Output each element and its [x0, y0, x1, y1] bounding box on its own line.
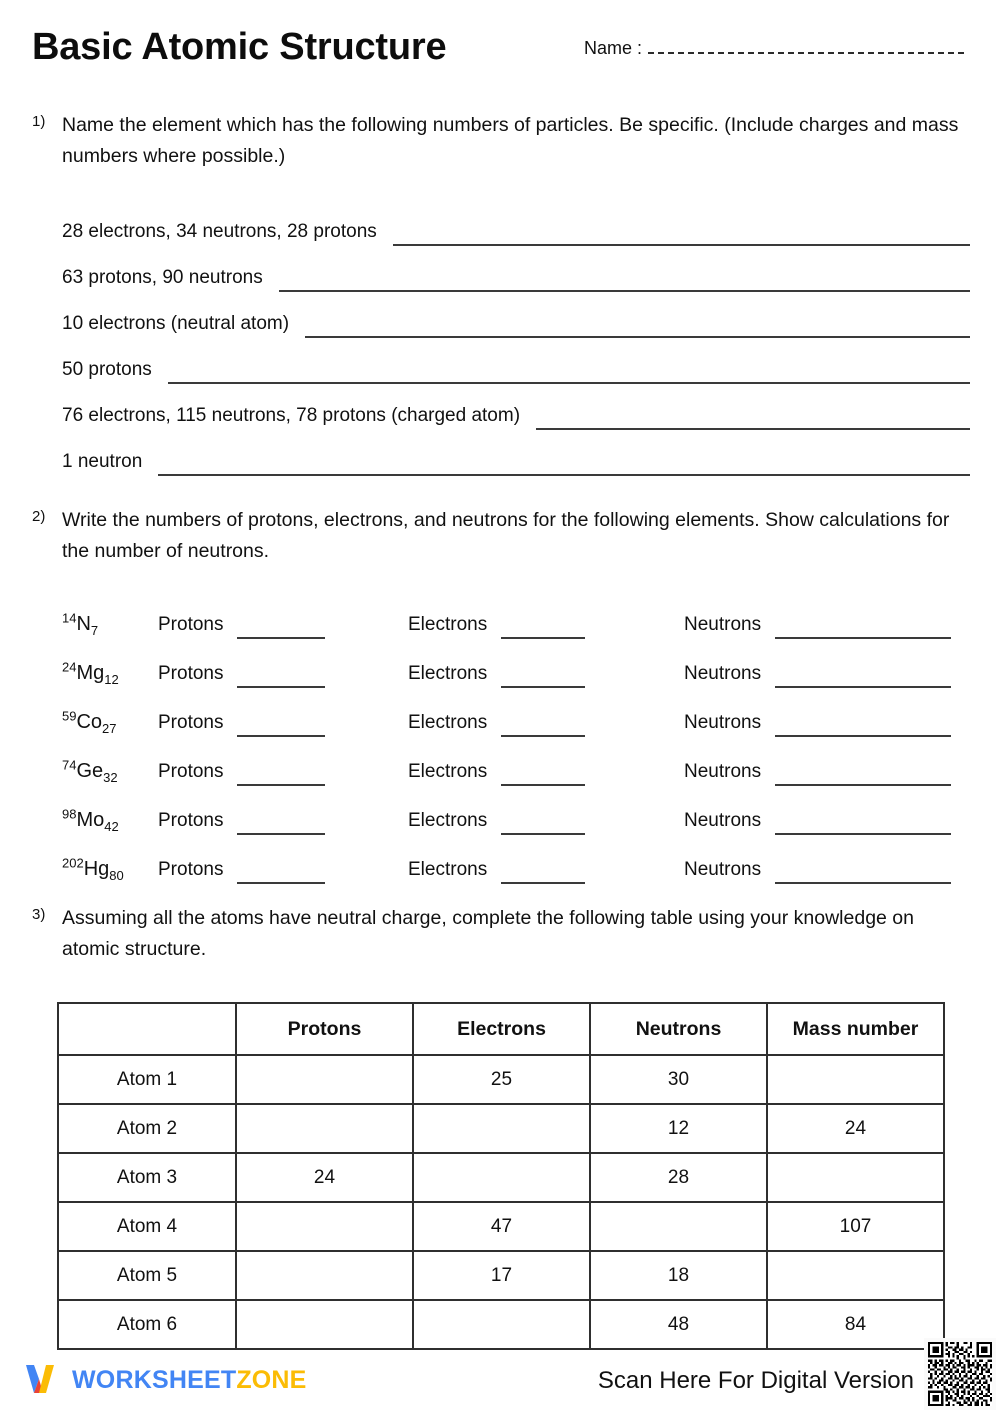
atoms-table — [57, 1002, 945, 1350]
electrons-label: Electrons — [408, 761, 488, 782]
logo-word-zone: ZONE — [236, 1366, 307, 1394]
cell-electrons[interactable]: 25 — [413, 1055, 590, 1104]
question-1-answer-rows — [62, 200, 970, 476]
table-header-neutrons: Neutrons — [590, 1003, 767, 1055]
name-field-group — [584, 38, 964, 59]
answer-prompt: 63 protons, 90 neutrons — [62, 267, 263, 288]
table-row — [58, 1251, 944, 1300]
cell-protons[interactable] — [236, 1104, 413, 1153]
protons-group — [158, 760, 408, 786]
protons-label: Protons — [158, 859, 224, 880]
answer-row — [62, 384, 970, 430]
neutrons-group — [684, 760, 970, 786]
question-2-text: Write the numbers of protons, electrons, and neutrons for the following elements. Show calculations for the number of neutrons. — [62, 509, 950, 562]
neutrons-group — [684, 613, 970, 639]
electrons-group — [408, 760, 684, 786]
question-1-text: Name the element which has the following numbers of particles. Be specific. (Include charges and mass numbers where possible.) — [62, 114, 959, 167]
answer-row — [62, 292, 970, 338]
table-row — [58, 1153, 944, 1202]
table-header-electrons: Electrons — [413, 1003, 590, 1055]
protons-label: Protons — [158, 712, 224, 733]
cell-neutrons[interactable]: 30 — [590, 1055, 767, 1104]
neutrons-blank[interactable] — [775, 621, 951, 639]
neutrons-blank[interactable] — [775, 866, 951, 884]
table-row — [58, 1202, 944, 1251]
protons-group — [158, 858, 408, 884]
isotope-notation — [62, 759, 158, 786]
answer-prompt: 50 protons — [62, 359, 152, 380]
protons-blank[interactable] — [237, 768, 325, 786]
table-row — [58, 1055, 944, 1104]
cell-mass-number[interactable] — [767, 1153, 944, 1202]
electrons-blank[interactable] — [501, 866, 585, 884]
element-symbol: Ge — [76, 760, 104, 782]
answer-prompt: 10 electrons (neutral atom) — [62, 313, 290, 334]
name-label: Name : — [584, 38, 643, 58]
element-row — [62, 737, 970, 786]
answer-blank[interactable] — [279, 272, 970, 292]
isotope-notation — [62, 661, 158, 688]
name-input-line[interactable] — [648, 40, 964, 54]
neutrons-group — [684, 809, 970, 835]
isotope-notation — [62, 857, 158, 884]
cell-mass-number[interactable]: 84 — [767, 1300, 944, 1349]
neutrons-group — [684, 858, 970, 884]
question-3-block — [32, 903, 970, 965]
table-row — [58, 1104, 944, 1153]
worksheet-zone-logo[interactable] — [22, 1360, 307, 1400]
electrons-group — [408, 662, 684, 688]
mass-number: 24 — [62, 659, 77, 675]
answer-row — [62, 200, 970, 246]
electrons-group — [408, 613, 684, 639]
table-header-protons: Protons — [236, 1003, 413, 1055]
answer-blank[interactable] — [305, 318, 970, 338]
element-symbol: Co — [76, 711, 103, 733]
atomic-number: 42 — [104, 819, 119, 834]
cell-electrons[interactable] — [413, 1153, 590, 1202]
answer-prompt: 28 electrons, 34 neutrons, 28 protons — [62, 221, 377, 242]
table-header-row — [58, 1003, 944, 1055]
element-symbol: Mo — [76, 809, 105, 831]
protons-group — [158, 613, 408, 639]
neutrons-label: Neutrons — [684, 859, 762, 880]
electrons-blank[interactable] — [501, 817, 585, 835]
atomic-number: 27 — [102, 721, 117, 736]
answer-prompt: 1 neutron — [62, 451, 143, 472]
cell-protons[interactable]: 24 — [236, 1153, 413, 1202]
page-header — [32, 24, 968, 84]
electrons-label: Electrons — [408, 663, 488, 684]
mass-number: 14 — [62, 610, 77, 626]
question-3-text: Assuming all the atoms have neutral charge, complete the following table using your knowledge on atomic structure. — [62, 907, 915, 960]
answer-row — [62, 338, 970, 384]
logo-wordmark — [72, 1366, 307, 1394]
logo-word-worksheet: WORKSHEET — [72, 1366, 237, 1394]
cell-electrons[interactable] — [413, 1104, 590, 1153]
element-row — [62, 835, 970, 884]
answer-row — [62, 246, 970, 292]
protons-group — [158, 662, 408, 688]
table-header-blank — [58, 1003, 236, 1055]
isotope-notation — [62, 710, 158, 737]
electrons-blank[interactable] — [501, 670, 585, 688]
mass-number: 98 — [62, 806, 77, 822]
question-2-element-rows — [62, 590, 970, 884]
electrons-label: Electrons — [408, 712, 488, 733]
neutrons-blank[interactable] — [775, 768, 951, 786]
neutrons-group — [684, 711, 970, 737]
neutrons-label: Neutrons — [684, 810, 762, 831]
element-row — [62, 688, 970, 737]
electrons-label: Electrons — [408, 614, 488, 635]
question-2-block — [32, 505, 970, 567]
element-row — [62, 590, 970, 639]
answer-row — [62, 430, 970, 476]
electrons-blank[interactable] — [501, 719, 585, 737]
row-label: Atom 1 — [58, 1055, 236, 1104]
cell-neutrons[interactable]: 48 — [590, 1300, 767, 1349]
logo-w-icon — [22, 1362, 62, 1398]
protons-group — [158, 711, 408, 737]
electrons-label: Electrons — [408, 859, 488, 880]
atomic-number: 7 — [90, 623, 99, 638]
protons-blank[interactable] — [237, 817, 325, 835]
protons-blank[interactable] — [237, 719, 325, 737]
neutrons-label: Neutrons — [684, 761, 762, 782]
qr-code-icon[interactable] — [924, 1338, 996, 1410]
neutrons-blank[interactable] — [775, 670, 951, 688]
neutrons-blank[interactable] — [775, 817, 951, 835]
electrons-label: Electrons — [408, 810, 488, 831]
cell-neutrons[interactable] — [590, 1202, 767, 1251]
cell-protons[interactable] — [236, 1055, 413, 1104]
row-label: Atom 5 — [58, 1251, 236, 1300]
answer-blank[interactable] — [168, 364, 970, 384]
answer-blank[interactable] — [393, 226, 970, 246]
atomic-number: 32 — [103, 770, 118, 785]
cell-mass-number[interactable]: 107 — [767, 1202, 944, 1251]
mass-number: 74 — [62, 757, 77, 773]
answer-prompt: 76 electrons, 115 neutrons, 78 protons (charged atom) — [62, 405, 521, 426]
electrons-blank[interactable] — [501, 768, 585, 786]
question-2-number: 2) — [32, 508, 46, 525]
neutrons-group — [684, 662, 970, 688]
answer-blank[interactable] — [158, 456, 970, 476]
atomic-number: 80 — [109, 868, 124, 883]
protons-label: Protons — [158, 614, 224, 635]
isotope-notation — [62, 612, 158, 639]
mass-number: 202 — [62, 855, 84, 871]
row-label: Atom 4 — [58, 1202, 236, 1251]
protons-label: Protons — [158, 810, 224, 831]
question-1-number: 1) — [32, 113, 46, 130]
element-symbol: Hg — [83, 858, 110, 880]
mass-number: 59 — [62, 708, 77, 724]
element-row — [62, 786, 970, 835]
cell-electrons[interactable]: 17 — [413, 1251, 590, 1300]
cell-mass-number[interactable] — [767, 1251, 944, 1300]
protons-label: Protons — [158, 761, 224, 782]
neutrons-label: Neutrons — [684, 712, 762, 733]
protons-blank[interactable] — [237, 670, 325, 688]
row-label: Atom 6 — [58, 1300, 236, 1349]
electrons-blank[interactable] — [501, 621, 585, 639]
cell-protons[interactable] — [236, 1202, 413, 1251]
answer-blank[interactable] — [536, 410, 970, 430]
protons-label: Protons — [158, 663, 224, 684]
electrons-group — [408, 711, 684, 737]
neutrons-blank[interactable] — [775, 719, 951, 737]
protons-blank[interactable] — [237, 621, 325, 639]
row-label: Atom 2 — [58, 1104, 236, 1153]
atoms-table-wrapper — [57, 1002, 943, 1350]
neutrons-label: Neutrons — [684, 614, 762, 635]
table-header-mass-number: Mass number — [767, 1003, 944, 1055]
protons-group — [158, 809, 408, 835]
cell-protons[interactable] — [236, 1251, 413, 1300]
cell-neutrons[interactable]: 28 — [590, 1153, 767, 1202]
question-1-block — [32, 110, 970, 172]
row-label: Atom 3 — [58, 1153, 236, 1202]
neutrons-label: Neutrons — [684, 663, 762, 684]
cell-neutrons[interactable]: 12 — [590, 1104, 767, 1153]
electrons-group — [408, 809, 684, 835]
cell-electrons[interactable]: 47 — [413, 1202, 590, 1251]
page-footer — [0, 1330, 1000, 1416]
isotope-notation — [62, 808, 158, 835]
cell-neutrons[interactable]: 18 — [590, 1251, 767, 1300]
element-symbol: N — [76, 613, 91, 635]
element-symbol: Mg — [76, 662, 105, 684]
scan-prompt-text: Scan Here For Digital Version — [597, 1367, 914, 1394]
page-title: Basic Atomic Structure — [32, 26, 447, 68]
atomic-number: 12 — [104, 672, 119, 687]
question-3-number: 3) — [32, 906, 46, 923]
element-row — [62, 639, 970, 688]
cell-mass-number[interactable] — [767, 1055, 944, 1104]
electrons-group — [408, 858, 684, 884]
cell-mass-number[interactable]: 24 — [767, 1104, 944, 1153]
protons-blank[interactable] — [237, 866, 325, 884]
